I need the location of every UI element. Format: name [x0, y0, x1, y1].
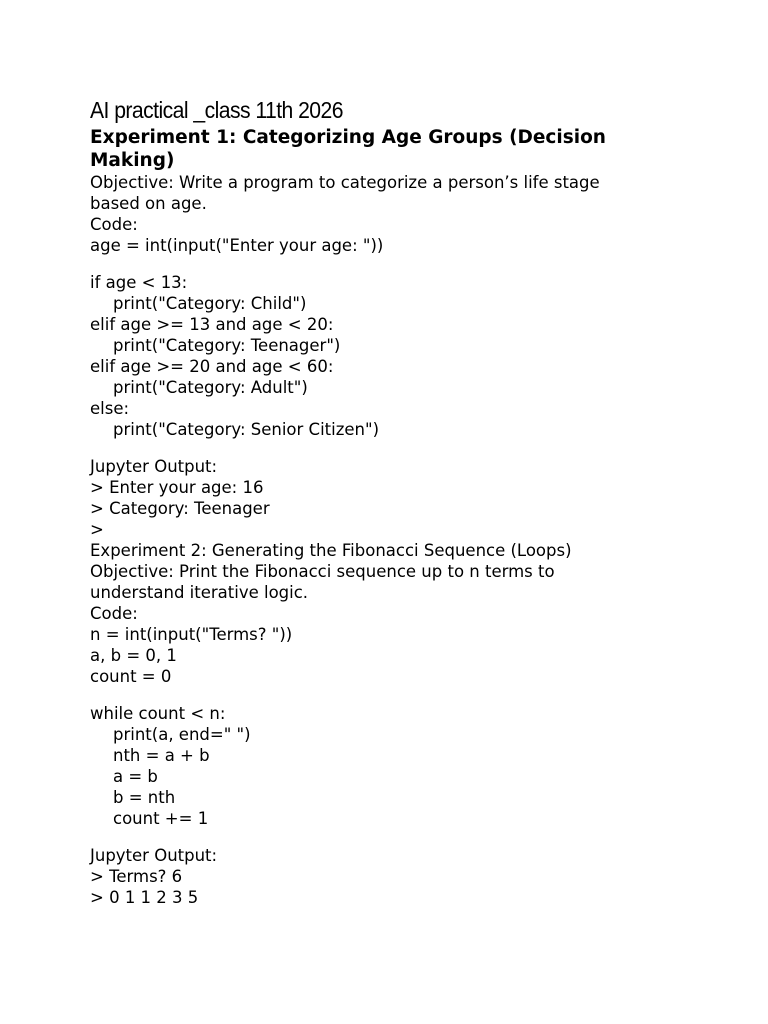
code-line: a = b — [113, 767, 158, 786]
spacer — [90, 440, 690, 456]
document-title: AI practical _class 11th 2026 — [90, 97, 343, 123]
output-line: > Category: Teenager — [90, 499, 270, 518]
experiment-2-heading: Experiment 2: Generating the Fibonacci Sequence (Loops) — [90, 541, 572, 560]
code-line: print("Category: Child") — [113, 294, 307, 313]
document-page — [90, 96, 690, 908]
spacer — [90, 256, 690, 272]
experiment-1-objective: Objective: Write a program to categorize a person’s life stage based on age. — [90, 173, 600, 213]
code-line: else: — [90, 399, 130, 418]
experiment-1-heading: Experiment 1: Categorizing Age Groups (Decision Making) — [90, 127, 606, 171]
experiment-2-code-label: Code: — [90, 604, 138, 623]
code-line: print("Category: Senior Citizen") — [113, 420, 380, 439]
output-line: > Enter your age: 16 — [90, 478, 264, 497]
code-line: print(a, end=" ") — [113, 725, 251, 744]
code-line: n = int(input("Terms? ")) — [90, 625, 293, 644]
code-line: count += 1 — [113, 809, 209, 828]
code-line: a, b = 0, 1 — [90, 646, 177, 665]
experiment-2-section — [90, 540, 690, 908]
output-line: > Terms? 6 — [90, 867, 183, 886]
experiment-1-section — [90, 126, 690, 540]
experiment-2-objective: Objective: Print the Fibonacci sequence up to n terms to understand iterative logic. — [90, 562, 555, 602]
output-line: > 0 1 1 2 3 5 — [90, 888, 199, 907]
code-line: elif age >= 20 and age < 60: — [90, 357, 334, 376]
spacer — [90, 829, 690, 845]
code-line: nth = a + b — [113, 746, 210, 765]
experiment-2-output-label: Jupyter Output: — [90, 846, 218, 865]
experiment-1-code-label: Code: — [90, 215, 138, 234]
code-line: while count < n: — [90, 704, 226, 723]
code-line: elif age >= 13 and age < 20: — [90, 315, 334, 334]
code-line: if age < 13: — [90, 273, 188, 292]
code-line: count = 0 — [90, 667, 172, 686]
code-line: print("Category: Teenager") — [113, 336, 341, 355]
experiment-1-output-label: Jupyter Output: — [90, 457, 218, 476]
code-line: b = nth — [113, 788, 176, 807]
spacer — [90, 687, 690, 703]
experiment-2-code-block — [90, 703, 690, 829]
code-line: print("Category: Adult") — [113, 378, 308, 397]
experiment-1-code-block — [90, 272, 690, 440]
experiment-1-code-line: age = int(input("Enter your age: ")) — [90, 236, 384, 255]
output-line: > — [90, 520, 104, 539]
